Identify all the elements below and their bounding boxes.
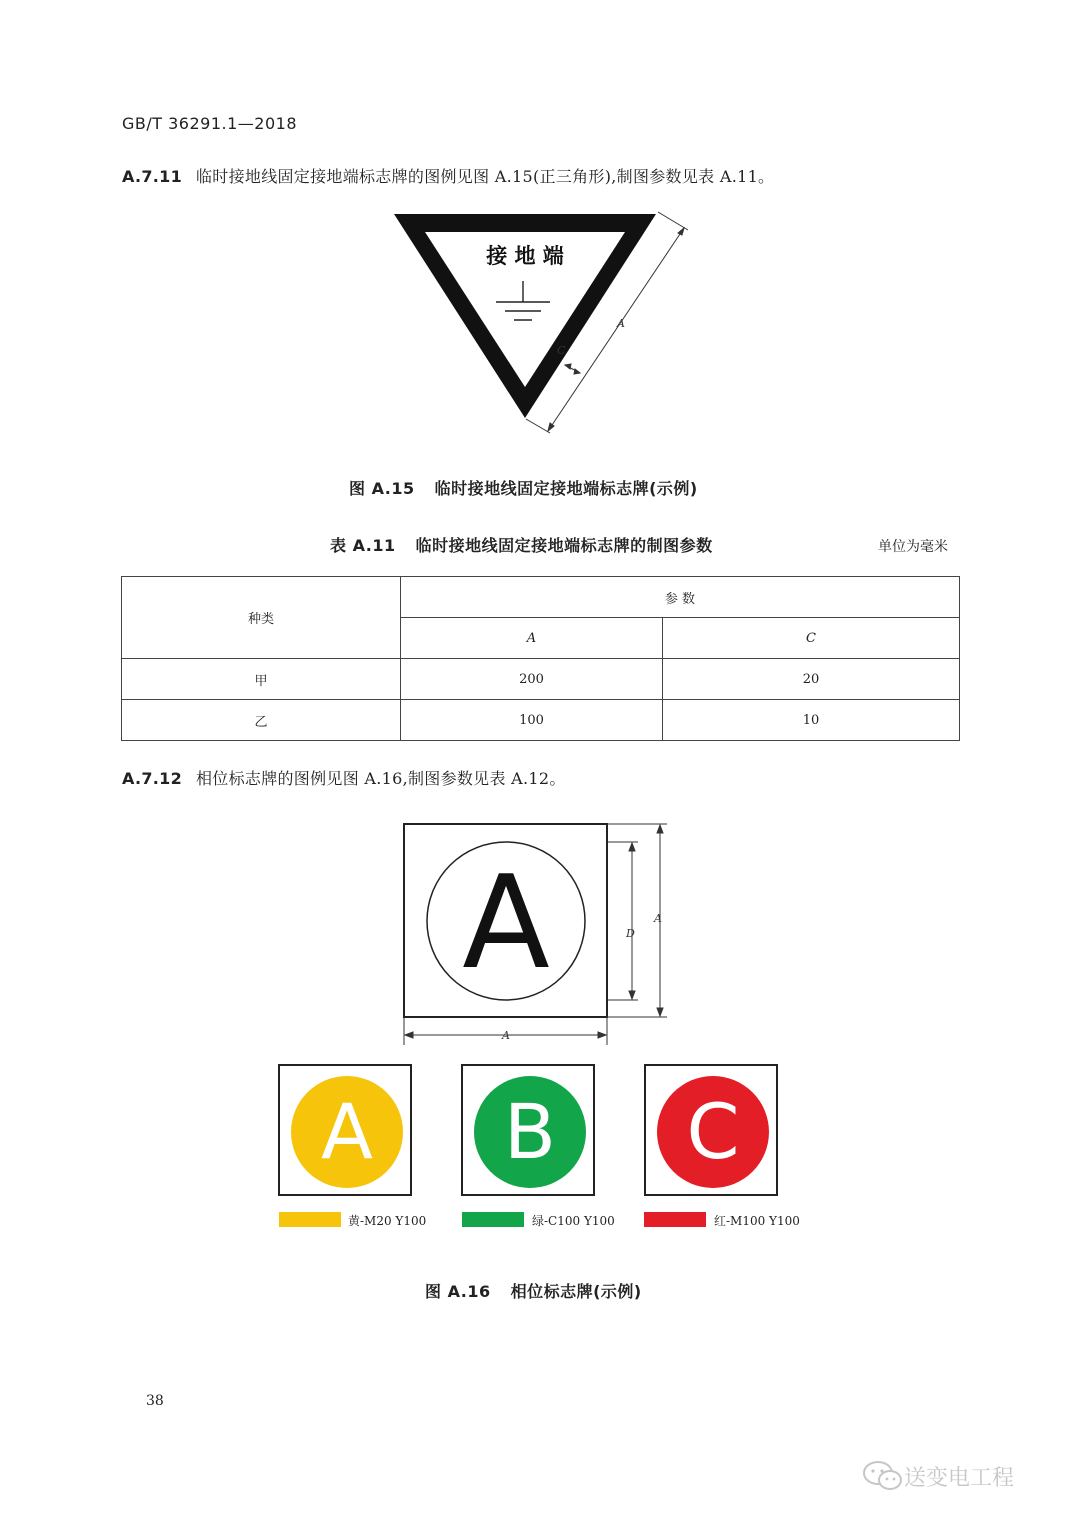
phase-sign-c [644,1064,778,1196]
table-a11 [121,576,960,741]
figure-a15-caption-number: 图 A.15 [349,479,415,498]
color-label-red: 红-M100 Y100 [714,1214,800,1228]
table-cell-type: 甲 [122,659,401,700]
phase-sign-a-letter: A [321,1087,373,1176]
watermark-text: 送变电工程 [904,1465,1015,1491]
table-a11-caption-title: 临时接地线固定接地端标志牌的制图参数 [415,536,713,555]
table-cell-c: 20 [663,659,960,700]
figure-a16-main-letter: A [462,849,550,998]
watermark [862,1460,1014,1492]
color-label-yellow: 黄-M20 Y100 [348,1214,427,1228]
dimension-line-d [607,842,638,1000]
phase-sign-a [278,1064,412,1196]
table-a11-caption-number: 表 A.11 [330,536,396,555]
section-a711-number: A.7.11 [122,167,183,186]
table-row [122,700,960,741]
table-a11-unit-note: 单位为毫米 [878,539,948,555]
table-cell-a: 100 [401,700,663,741]
table-cell-c: 10 [663,700,960,741]
section-a712-number: A.7.12 [122,769,183,788]
color-label-green: 绿-C100 Y100 [532,1214,615,1228]
figure-a15-caption [349,476,698,499]
table-row [122,659,960,700]
phase-sign-c-circle [657,1076,769,1188]
wechat-icon [862,1460,904,1492]
dimension-label-a: A [617,317,625,330]
section-a711-text: 临时接地线固定接地端标志牌的图例见图 A.15(正三角形),制图参数见表 A.11。 [196,167,775,186]
table-header-type: 种类 [122,577,401,659]
table-cell-type: 乙 [122,700,401,741]
dimension-label-a-right: A [654,912,662,925]
dimension-label-c: C [557,344,566,357]
dimension-label-a-bottom: A [502,1029,510,1042]
dimension-label-d: D [626,927,635,940]
figure-a16-dimension-drawing [395,815,680,1055]
figure-a15-sign-text: 接 地 端 [486,244,564,268]
table-cell-a: 200 [401,659,663,700]
figure-a15-caption-title: 临时接地线固定接地端标志牌(示例) [434,479,698,498]
table-header-c: C [663,618,960,659]
table-a11-caption [330,533,713,556]
color-swatch-yellow [279,1212,341,1227]
phase-sign-c-letter: C [686,1087,740,1176]
phase-sign-b-letter: B [503,1087,557,1176]
section-a712-paragraph [122,766,566,789]
figure-a16-caption [425,1279,642,1302]
table-header-params: 参 数 [401,577,960,618]
table-header-a: A [401,618,663,659]
phase-sign-b [461,1064,595,1196]
standard-code: GB/T 36291.1—2018 [122,114,298,133]
phase-sign-a-circle [291,1076,403,1188]
color-swatch-green [462,1212,524,1227]
figure-a16-caption-number: 图 A.16 [425,1282,491,1301]
page-number: 38 [146,1393,164,1409]
section-a711-paragraph [122,164,774,187]
phase-sign-b-circle [474,1076,586,1188]
figure-a15-triangle-sign [380,205,700,445]
figure-a16-caption-title: 相位标志牌(示例) [510,1282,642,1301]
section-a712-text: 相位标志牌的图例见图 A.16,制图参数见表 A.12。 [196,769,566,788]
dimension-line-c [565,364,580,374]
color-swatch-red [644,1212,706,1227]
